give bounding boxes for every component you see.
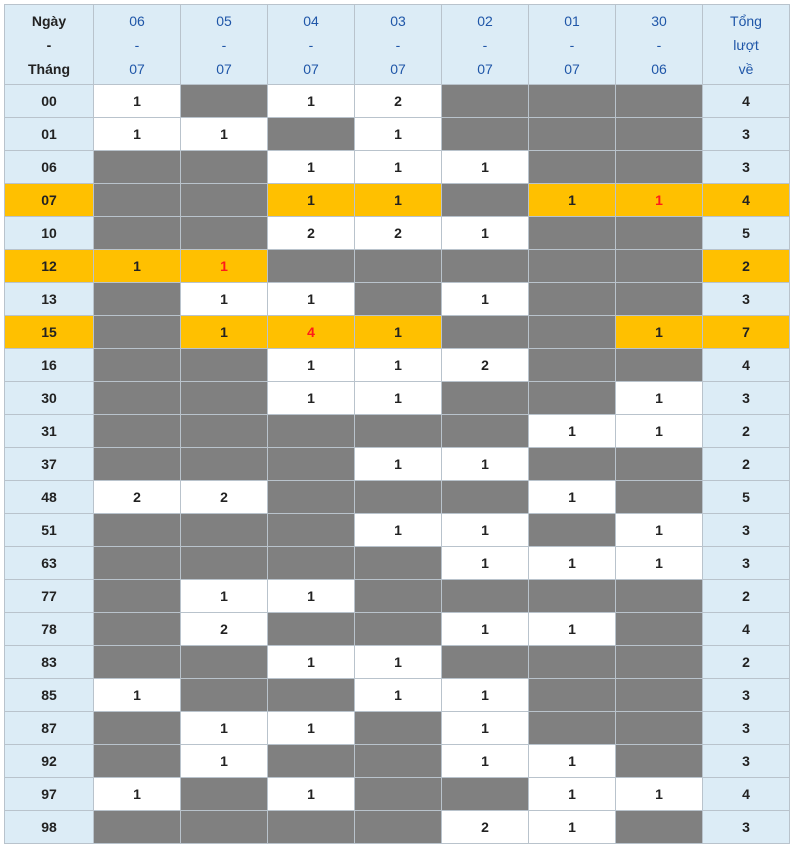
count-cell: 1 (268, 184, 355, 217)
empty-cell (181, 646, 268, 679)
empty-cell (181, 811, 268, 844)
date-header: 30 - 06 (616, 5, 703, 85)
number-cell: 06 (5, 151, 94, 184)
header-row (5, 5, 790, 85)
total-cell: 4 (703, 613, 790, 646)
count-cell: 2 (355, 217, 442, 250)
empty-cell (529, 580, 616, 613)
total-cell: 2 (703, 250, 790, 283)
empty-cell (268, 250, 355, 283)
total-cell: 3 (703, 679, 790, 712)
empty-cell (268, 118, 355, 151)
count-cell: 1 (616, 316, 703, 349)
count-cell: 1 (268, 85, 355, 118)
count-cell: 2 (181, 481, 268, 514)
empty-cell (529, 448, 616, 481)
empty-cell (616, 712, 703, 745)
count-cell: 2 (355, 85, 442, 118)
count-cell: 1 (268, 151, 355, 184)
count-cell: 1 (529, 547, 616, 580)
empty-cell (616, 151, 703, 184)
number-cell: 97 (5, 778, 94, 811)
number-cell: 77 (5, 580, 94, 613)
total-header: Tổng lượt về (703, 5, 790, 85)
table-row (5, 184, 790, 217)
date-label-header: Ngày - Tháng (5, 5, 94, 85)
empty-cell (442, 118, 529, 151)
count-cell: 1 (94, 250, 181, 283)
empty-cell (442, 778, 529, 811)
empty-cell (94, 547, 181, 580)
empty-cell (442, 382, 529, 415)
number-cell: 31 (5, 415, 94, 448)
empty-cell (355, 811, 442, 844)
count-cell: 1 (355, 349, 442, 382)
total-cell: 2 (703, 448, 790, 481)
empty-cell (616, 448, 703, 481)
table-row (5, 151, 790, 184)
count-cell: 1 (529, 778, 616, 811)
empty-cell (181, 217, 268, 250)
total-cell: 5 (703, 481, 790, 514)
count-cell: 1 (181, 316, 268, 349)
empty-cell (94, 514, 181, 547)
empty-cell (181, 184, 268, 217)
count-cell: 2 (268, 217, 355, 250)
empty-cell (616, 283, 703, 316)
empty-cell (442, 316, 529, 349)
empty-cell (94, 811, 181, 844)
count-cell: 1 (268, 283, 355, 316)
number-cell: 37 (5, 448, 94, 481)
count-cell: 1 (94, 118, 181, 151)
empty-cell (268, 811, 355, 844)
empty-cell (442, 481, 529, 514)
table-row (5, 250, 790, 283)
count-cell: 1 (442, 712, 529, 745)
total-cell: 3 (703, 514, 790, 547)
date-header: 03 - 07 (355, 5, 442, 85)
table-row (5, 481, 790, 514)
empty-cell (616, 217, 703, 250)
count-cell: 1 (94, 679, 181, 712)
table-row (5, 382, 790, 415)
total-cell: 2 (703, 646, 790, 679)
count-cell: 4 (268, 316, 355, 349)
empty-cell (181, 679, 268, 712)
table-row (5, 679, 790, 712)
number-cell: 51 (5, 514, 94, 547)
empty-cell (94, 283, 181, 316)
count-cell: 1 (529, 811, 616, 844)
empty-cell (94, 448, 181, 481)
count-cell: 1 (355, 679, 442, 712)
number-cell: 16 (5, 349, 94, 382)
empty-cell (181, 85, 268, 118)
number-cell: 07 (5, 184, 94, 217)
empty-cell (181, 778, 268, 811)
empty-cell (442, 85, 529, 118)
number-cell: 30 (5, 382, 94, 415)
number-cell: 83 (5, 646, 94, 679)
empty-cell (529, 646, 616, 679)
empty-cell (355, 580, 442, 613)
empty-cell (94, 613, 181, 646)
table-row (5, 217, 790, 250)
date-header: 02 - 07 (442, 5, 529, 85)
empty-cell (94, 316, 181, 349)
empty-cell (616, 349, 703, 382)
count-cell: 1 (94, 778, 181, 811)
number-cell: 00 (5, 85, 94, 118)
count-cell: 1 (181, 118, 268, 151)
count-cell: 1 (94, 85, 181, 118)
total-cell: 3 (703, 118, 790, 151)
total-cell: 7 (703, 316, 790, 349)
empty-cell (94, 151, 181, 184)
table-row (5, 646, 790, 679)
empty-cell (94, 184, 181, 217)
count-cell: 1 (529, 481, 616, 514)
empty-cell (355, 415, 442, 448)
count-cell: 1 (268, 349, 355, 382)
empty-cell (616, 646, 703, 679)
empty-cell (355, 283, 442, 316)
count-cell: 2 (181, 613, 268, 646)
empty-cell (268, 745, 355, 778)
count-cell: 1 (616, 382, 703, 415)
empty-cell (268, 613, 355, 646)
empty-cell (94, 382, 181, 415)
table-row (5, 118, 790, 151)
frequency-table (4, 4, 790, 844)
empty-cell (529, 712, 616, 745)
empty-cell (442, 415, 529, 448)
empty-cell (442, 580, 529, 613)
empty-cell (355, 745, 442, 778)
count-cell: 1 (442, 514, 529, 547)
total-cell: 4 (703, 85, 790, 118)
empty-cell (181, 547, 268, 580)
count-cell: 1 (529, 613, 616, 646)
empty-cell (529, 382, 616, 415)
empty-cell (616, 745, 703, 778)
empty-cell (268, 481, 355, 514)
empty-cell (94, 646, 181, 679)
count-cell: 1 (442, 745, 529, 778)
count-cell: 1 (355, 151, 442, 184)
empty-cell (529, 283, 616, 316)
total-cell: 2 (703, 415, 790, 448)
empty-cell (94, 349, 181, 382)
total-cell: 3 (703, 811, 790, 844)
count-cell: 1 (355, 514, 442, 547)
count-cell: 1 (181, 712, 268, 745)
total-cell: 4 (703, 349, 790, 382)
empty-cell (268, 415, 355, 448)
number-cell: 63 (5, 547, 94, 580)
total-cell: 3 (703, 382, 790, 415)
table-row (5, 778, 790, 811)
count-cell: 1 (529, 415, 616, 448)
count-cell: 1 (181, 283, 268, 316)
number-cell: 15 (5, 316, 94, 349)
table-row (5, 811, 790, 844)
empty-cell (616, 250, 703, 283)
total-cell: 3 (703, 547, 790, 580)
table-row (5, 745, 790, 778)
count-cell: 1 (616, 547, 703, 580)
table-row (5, 85, 790, 118)
date-header: 04 - 07 (268, 5, 355, 85)
count-cell: 1 (616, 778, 703, 811)
empty-cell (616, 481, 703, 514)
count-cell: 1 (442, 613, 529, 646)
table-row (5, 415, 790, 448)
empty-cell (442, 646, 529, 679)
empty-cell (616, 811, 703, 844)
count-cell: 1 (529, 745, 616, 778)
table-row (5, 547, 790, 580)
empty-cell (268, 547, 355, 580)
number-cell: 87 (5, 712, 94, 745)
count-cell: 1 (616, 415, 703, 448)
count-cell: 1 (355, 184, 442, 217)
count-cell: 1 (442, 679, 529, 712)
count-cell: 1 (616, 184, 703, 217)
count-cell: 1 (268, 382, 355, 415)
number-cell: 01 (5, 118, 94, 151)
count-cell: 1 (442, 151, 529, 184)
empty-cell (268, 514, 355, 547)
empty-cell (529, 514, 616, 547)
count-cell: 1 (442, 547, 529, 580)
empty-cell (355, 250, 442, 283)
count-cell: 1 (355, 448, 442, 481)
count-cell: 1 (181, 250, 268, 283)
empty-cell (616, 580, 703, 613)
table-row (5, 316, 790, 349)
empty-cell (355, 613, 442, 646)
empty-cell (529, 250, 616, 283)
empty-cell (94, 712, 181, 745)
count-cell: 1 (268, 646, 355, 679)
count-cell: 2 (94, 481, 181, 514)
count-cell: 1 (355, 382, 442, 415)
date-header: 01 - 07 (529, 5, 616, 85)
empty-cell (181, 151, 268, 184)
empty-cell (181, 514, 268, 547)
number-cell: 78 (5, 613, 94, 646)
count-cell: 1 (442, 283, 529, 316)
total-cell: 4 (703, 778, 790, 811)
number-cell: 85 (5, 679, 94, 712)
table-row (5, 580, 790, 613)
table-body (5, 85, 790, 844)
total-cell: 2 (703, 580, 790, 613)
total-cell: 3 (703, 151, 790, 184)
empty-cell (94, 580, 181, 613)
table-row (5, 283, 790, 316)
empty-cell (529, 349, 616, 382)
empty-cell (529, 217, 616, 250)
count-cell: 1 (616, 514, 703, 547)
number-cell: 13 (5, 283, 94, 316)
count-cell: 1 (268, 580, 355, 613)
table-row (5, 349, 790, 382)
date-header: 06 - 07 (94, 5, 181, 85)
empty-cell (442, 184, 529, 217)
count-cell: 1 (442, 217, 529, 250)
empty-cell (529, 316, 616, 349)
empty-cell (616, 118, 703, 151)
empty-cell (616, 613, 703, 646)
number-cell: 48 (5, 481, 94, 514)
empty-cell (181, 448, 268, 481)
empty-cell (94, 415, 181, 448)
count-cell: 1 (181, 580, 268, 613)
empty-cell (529, 151, 616, 184)
empty-cell (355, 778, 442, 811)
empty-cell (616, 85, 703, 118)
total-cell: 3 (703, 745, 790, 778)
total-cell: 3 (703, 283, 790, 316)
empty-cell (616, 679, 703, 712)
table-row (5, 613, 790, 646)
empty-cell (355, 712, 442, 745)
count-cell: 1 (268, 712, 355, 745)
total-cell: 4 (703, 184, 790, 217)
empty-cell (94, 745, 181, 778)
count-cell: 1 (355, 118, 442, 151)
count-cell: 1 (442, 448, 529, 481)
empty-cell (529, 85, 616, 118)
count-cell: 1 (529, 184, 616, 217)
total-cell: 5 (703, 217, 790, 250)
table-row (5, 712, 790, 745)
empty-cell (355, 547, 442, 580)
number-cell: 98 (5, 811, 94, 844)
number-cell: 92 (5, 745, 94, 778)
date-header: 05 - 07 (181, 5, 268, 85)
empty-cell (442, 250, 529, 283)
empty-cell (268, 679, 355, 712)
table-row (5, 448, 790, 481)
empty-cell (181, 382, 268, 415)
total-cell: 3 (703, 712, 790, 745)
empty-cell (94, 217, 181, 250)
empty-cell (268, 448, 355, 481)
count-cell: 2 (442, 349, 529, 382)
empty-cell (355, 481, 442, 514)
empty-cell (181, 415, 268, 448)
empty-cell (529, 118, 616, 151)
count-cell: 1 (268, 778, 355, 811)
empty-cell (529, 679, 616, 712)
number-cell: 10 (5, 217, 94, 250)
empty-cell (181, 349, 268, 382)
table-row (5, 514, 790, 547)
count-cell: 1 (181, 745, 268, 778)
count-cell: 1 (355, 316, 442, 349)
count-cell: 1 (355, 646, 442, 679)
number-cell: 12 (5, 250, 94, 283)
count-cell: 2 (442, 811, 529, 844)
